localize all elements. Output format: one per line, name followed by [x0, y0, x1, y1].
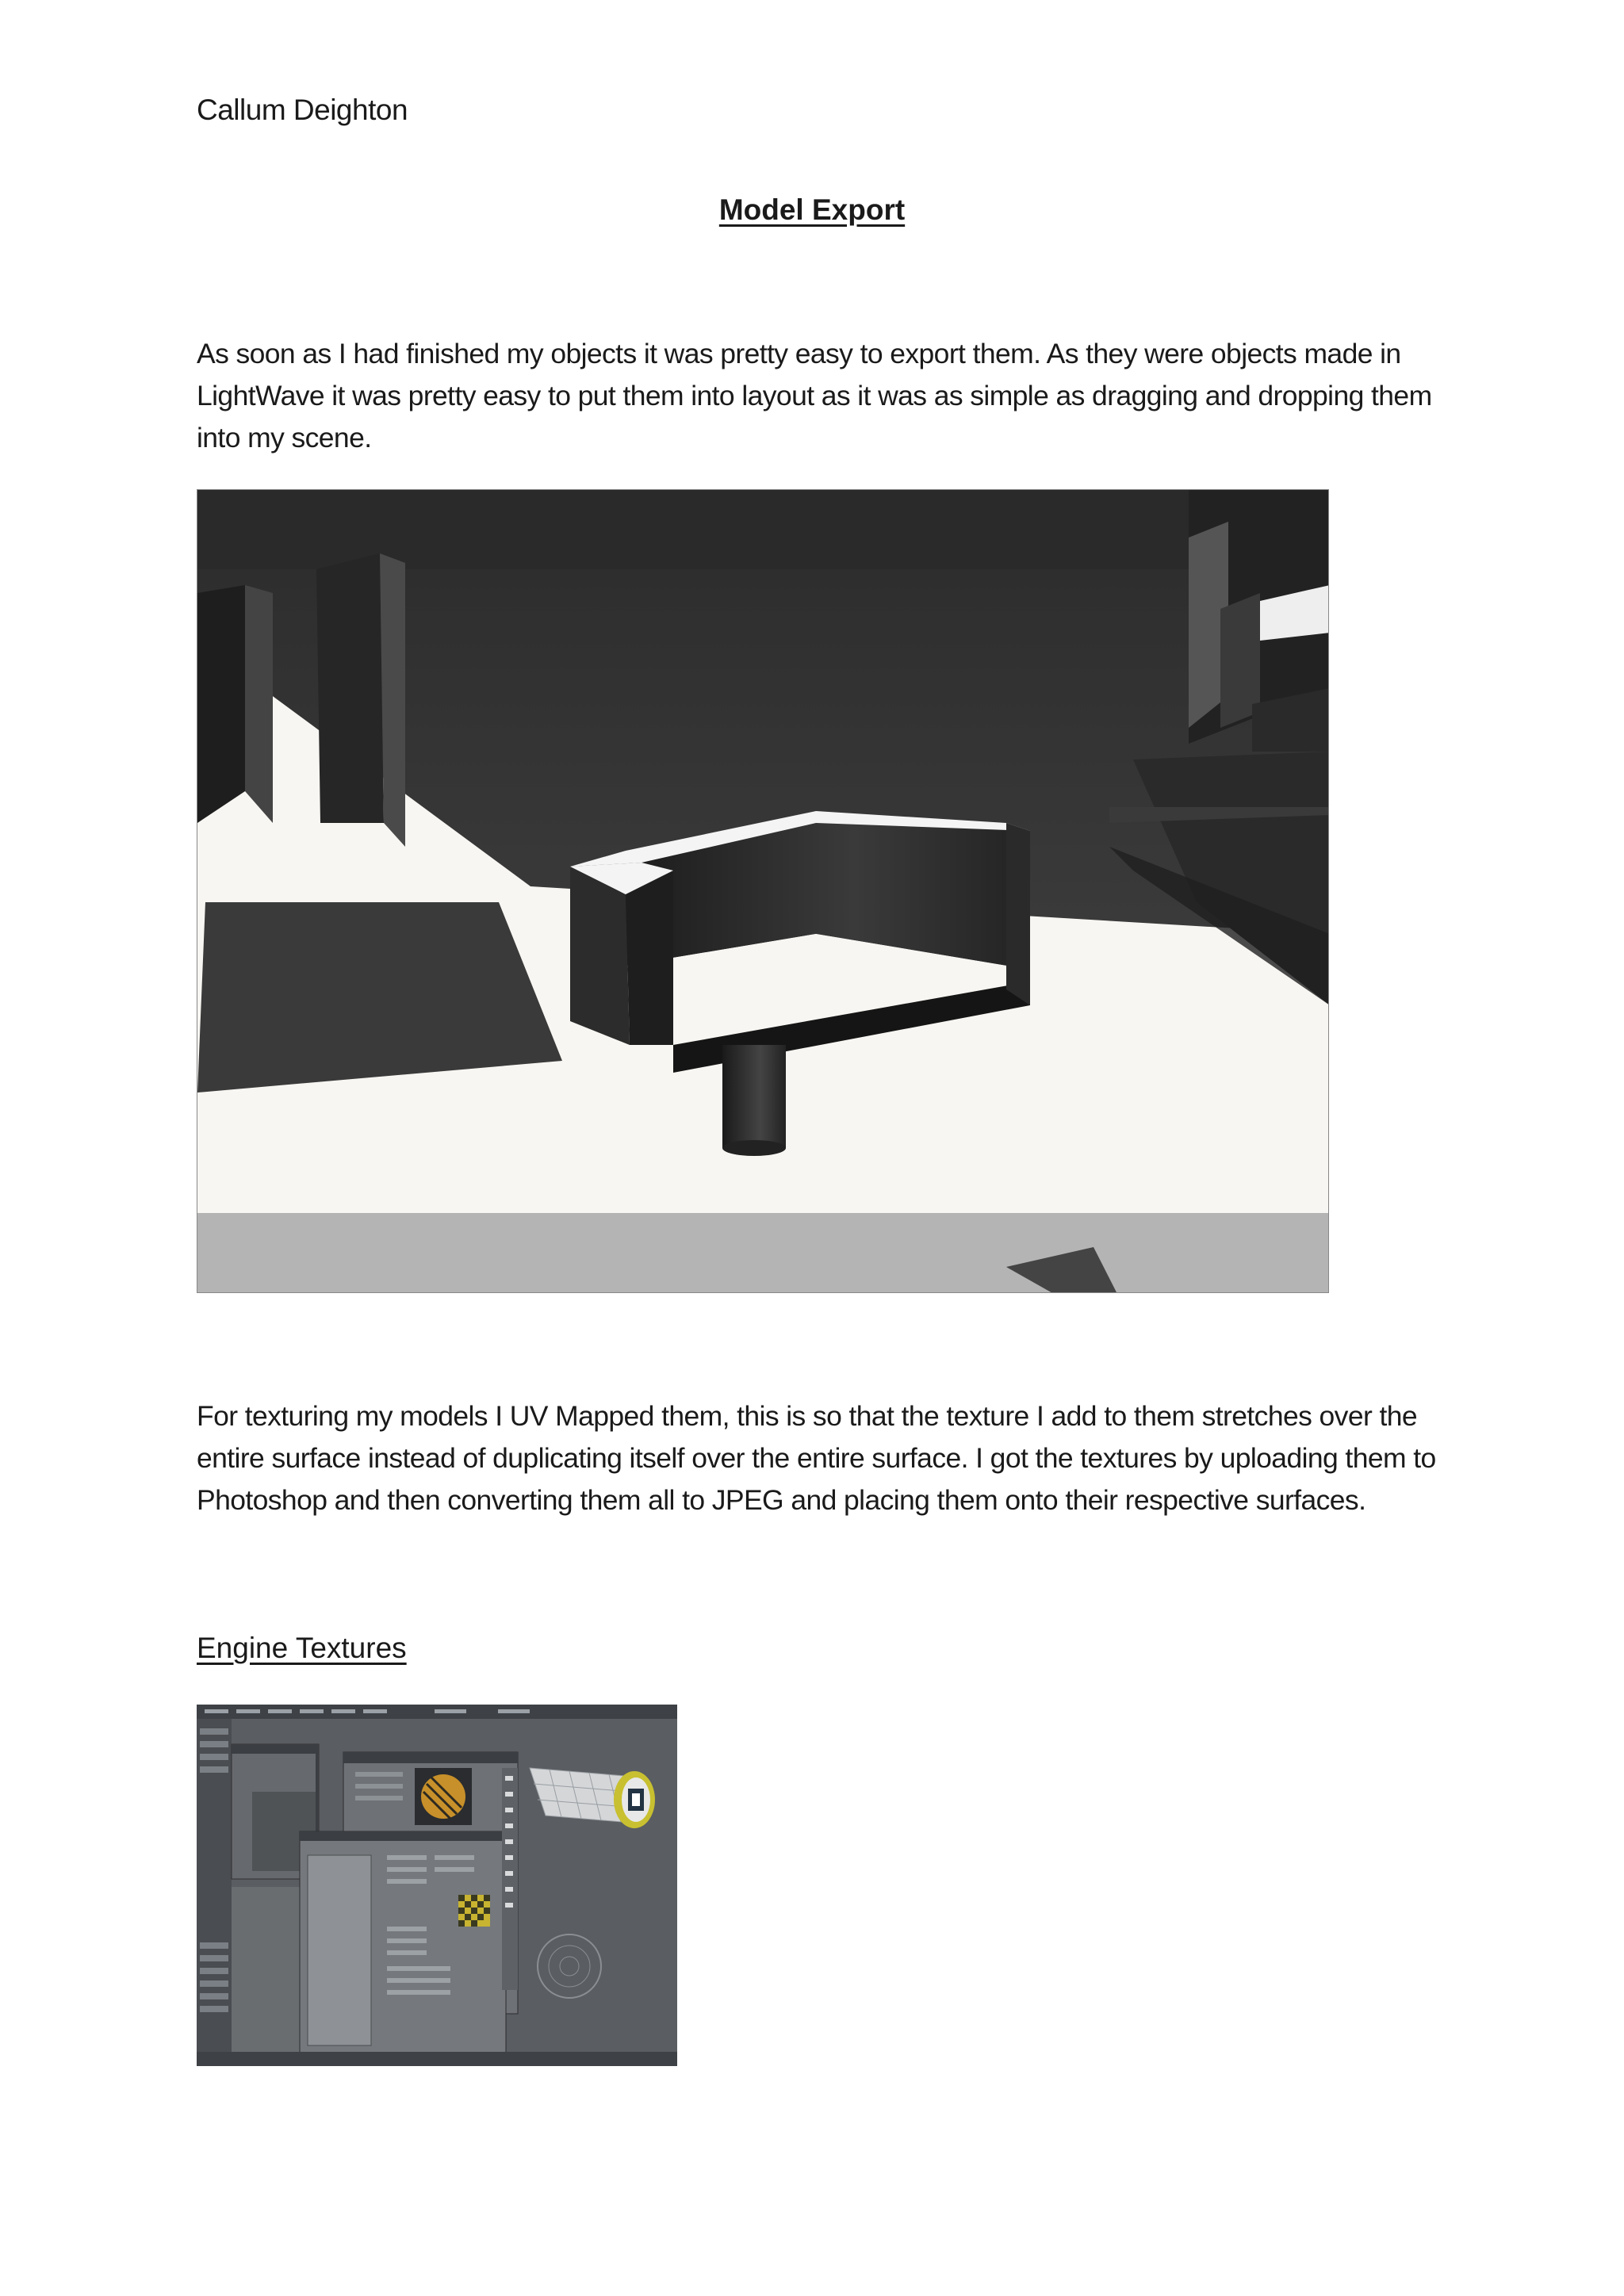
page-title — [0, 193, 1624, 227]
page-title-text: Model Export — [718, 193, 906, 226]
texturing-paragraph: For texturing my models I UV Mapped them, this is so that the texture I add to them stretches over the entire surface instead of duplicating itself over the entire surface. I got the textures by uploading them to Photoshop and then converting them all to JPEG and placing them onto their respective surfaces. — [197, 1400, 1436, 1516]
author-name: Callum Deighton — [197, 94, 408, 126]
section-heading: Engine Textures — [197, 1632, 407, 1664]
model-render-image — [197, 489, 1329, 1293]
intro-paragraph: As soon as I had finished my objects it was pretty easy to export them. As they were objects made in LightWave it was pretty easy to put them into layout as it was as simple as dragging and dropping them into my scene. — [197, 338, 1432, 453]
engine-textures-screenshot — [197, 1705, 677, 2066]
